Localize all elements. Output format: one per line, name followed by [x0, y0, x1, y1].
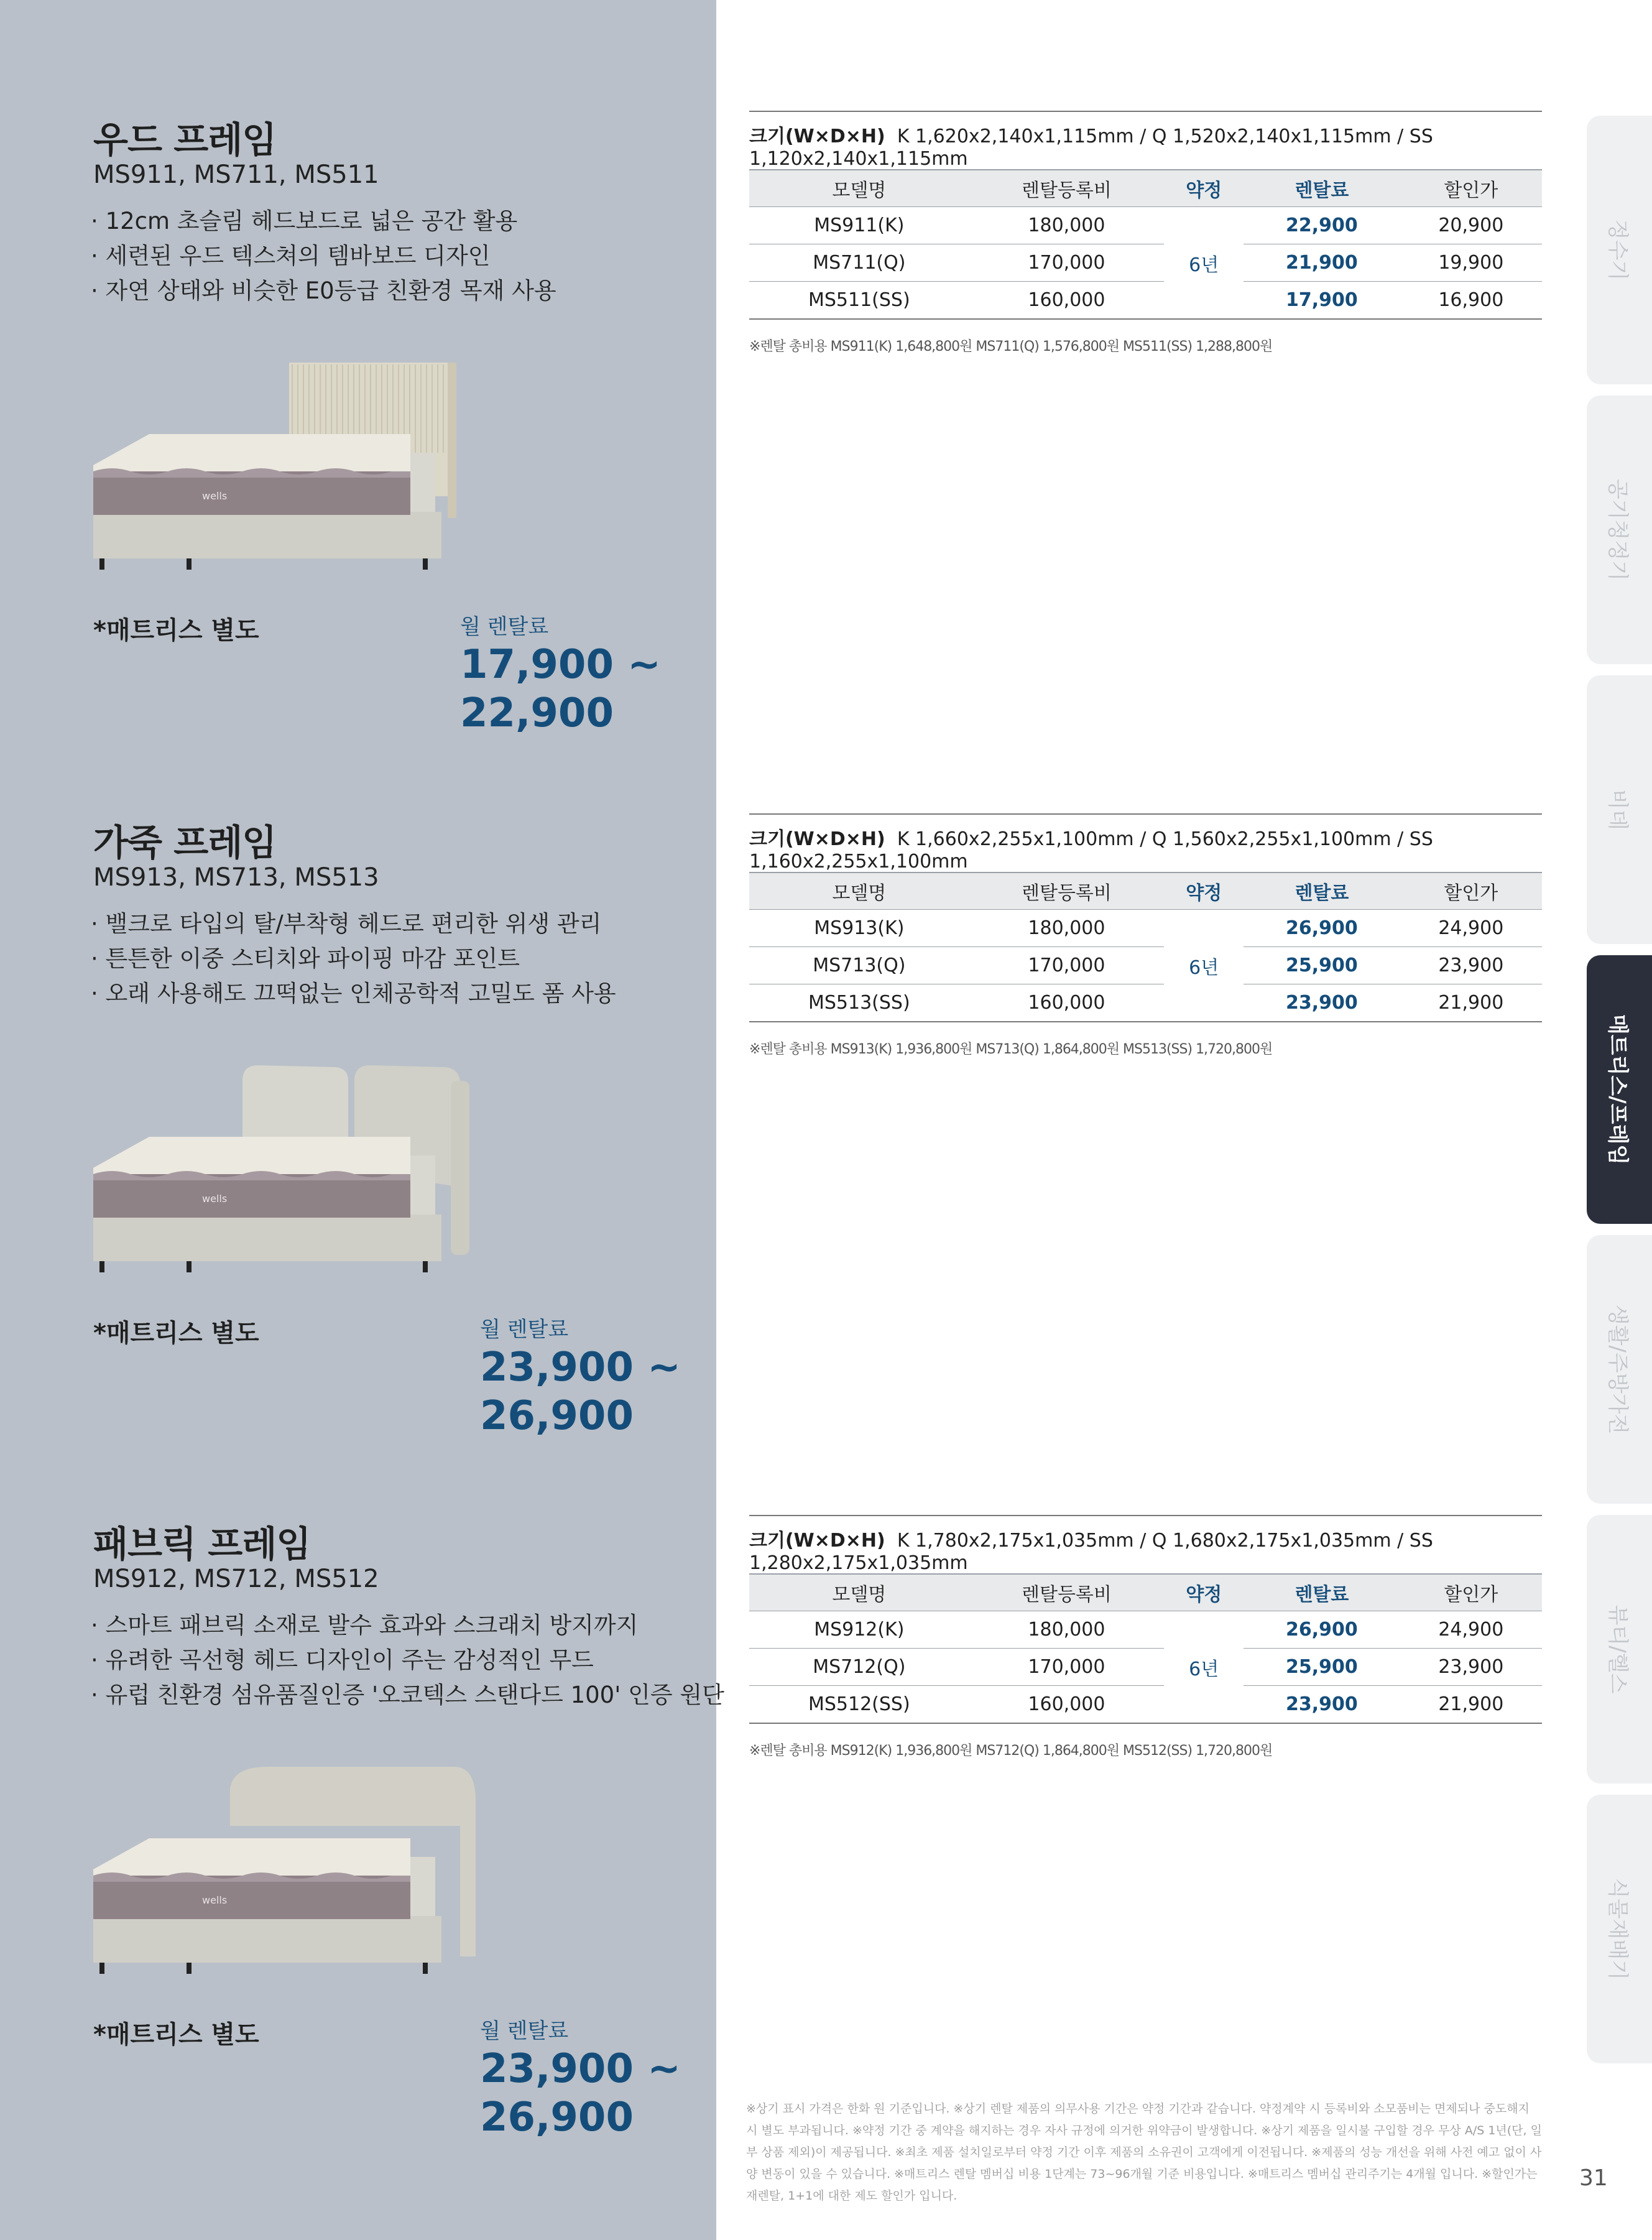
tab-2[interactable] [1587, 675, 1652, 944]
rental-table [749, 1573, 1542, 1724]
product-title: 패브릭 프레임 [93, 1523, 311, 1565]
registration-fee-cell: 180,000 [969, 207, 1165, 244]
rental-fee-cell: 23,900 [1244, 1686, 1400, 1724]
price-range-high: 22,900 [460, 690, 614, 736]
size-spec-value: K 1,620x2,140x1,115mm / Q 1,520x2,140x1,115mm / SS 1,120x2,140x1,115mm [749, 126, 1433, 170]
size-spec [749, 1515, 1542, 1574]
feature-list [91, 907, 616, 1011]
table-header: 렌탈료 [1244, 1574, 1400, 1611]
feature-item: · 스마트 패브릭 소재로 발수 효과와 스크래치 방지까지 [91, 1612, 639, 1639]
discount-price-cell: 19,900 [1400, 244, 1542, 282]
price-label: 월 렌탈료 [480, 2019, 569, 2043]
registration-fee-cell: 180,000 [969, 1611, 1165, 1649]
table-row [749, 282, 1542, 320]
registration-fee-cell: 160,000 [969, 1686, 1165, 1724]
table-header: 렌탈등록비 [969, 170, 1165, 207]
rental-fee-cell: 17,900 [1244, 282, 1400, 320]
price-label: 월 렌탈료 [480, 1317, 569, 1342]
model-cell: MS712(Q) [749, 1649, 969, 1686]
bed-frame-image [87, 359, 479, 583]
model-cell: MS513(SS) [749, 984, 969, 1022]
table-header: 약정 [1164, 872, 1244, 910]
feature-item: · 유려한 곡선형 헤드 디자인이 주는 감성적인 무드 [91, 1647, 594, 1673]
tab-4[interactable] [1587, 1235, 1652, 1504]
feature-item: · 오래 사용해도 끄떡없는 인체공학적 고밀도 폼 사용 [91, 980, 616, 1007]
table-row [749, 910, 1542, 947]
price-label: 월 렌탈료 [460, 614, 549, 639]
size-spec-label: 크기(W×D×H) [749, 828, 885, 850]
registration-fee-cell: 160,000 [969, 282, 1165, 320]
product-title: 가죽 프레임 [93, 821, 277, 864]
product-models: MS911, MS711, MS511 [93, 160, 379, 189]
table-header: 렌탈료 [1244, 872, 1400, 910]
registration-fee-cell: 170,000 [969, 244, 1165, 282]
rental-fee-cell: 26,900 [1244, 910, 1400, 947]
table-header: 할인가 [1400, 872, 1542, 910]
discount-price-cell: 24,900 [1400, 910, 1542, 947]
price-range-low: 23,900 ~ [480, 2046, 681, 2092]
size-spec-label: 크기(W×D×H) [749, 1530, 885, 1552]
tab-1[interactable] [1587, 396, 1652, 664]
registration-fee-cell: 170,000 [969, 947, 1165, 984]
table-header-row [749, 1574, 1542, 1611]
table-header: 렌탈등록비 [969, 872, 1165, 910]
table-header-row [749, 872, 1542, 910]
product-models: MS913, MS713, MS513 [93, 863, 379, 892]
feature-item: · 자연 상태와 비슷한 E0등급 친환경 목재 사용 [91, 277, 556, 304]
price-range-high: 26,900 [480, 1393, 634, 1439]
product-title: 우드 프레임 [93, 119, 277, 161]
svg-text:wells: wells [202, 490, 228, 502]
svg-text:wells: wells [202, 1894, 228, 1906]
rental-fee-cell: 25,900 [1244, 947, 1400, 984]
feature-item: · 유럽 친환경 섬유품질인증 '오코텍스 스탠다드 100' 인증 원단 [91, 1682, 724, 1708]
rental-fee-cell: 23,900 [1244, 984, 1400, 1022]
model-cell: MS713(Q) [749, 947, 969, 984]
table-header-row [749, 170, 1542, 207]
registration-fee-cell: 180,000 [969, 910, 1165, 947]
model-cell: MS913(K) [749, 910, 969, 947]
feature-list [91, 1608, 724, 1713]
mattress-note: *매트리스 별도 [93, 2020, 259, 2049]
tab-label: 비데 [1605, 789, 1630, 830]
table-header: 모델명 [749, 170, 969, 207]
discount-price-cell: 24,900 [1400, 1611, 1542, 1649]
size-spec-value: K 1,660x2,255x1,100mm / Q 1,560x2,255x1,100mm / SS 1,160x2,255x1,100mm [749, 828, 1433, 872]
price-range-low: 23,900 ~ [480, 1344, 681, 1391]
discount-price-cell: 21,900 [1400, 984, 1542, 1022]
rental-table [749, 169, 1542, 320]
size-spec [749, 813, 1542, 872]
total-cost-note: ※렌탈 총비용 MS912(K) 1,936,800원 MS712(Q) 1,864,800원 MS512(SS) 1,720,800원 [749, 1743, 1273, 1759]
discount-price-cell: 16,900 [1400, 282, 1542, 320]
discount-price-cell: 23,900 [1400, 1649, 1542, 1686]
total-cost-note: ※렌탈 총비용 MS911(K) 1,648,800원 MS711(Q) 1,576,800원 MS511(SS) 1,288,800원 [749, 339, 1273, 354]
table-row [749, 207, 1542, 244]
product-models: MS912, MS712, MS512 [93, 1565, 379, 1593]
tab-label: 식물재배기 [1605, 1877, 1630, 1981]
model-cell: MS511(SS) [749, 282, 969, 320]
table-header: 약정 [1164, 1574, 1244, 1611]
model-cell: MS912(K) [749, 1611, 969, 1649]
rental-fee-cell: 22,900 [1244, 207, 1400, 244]
rental-fee-cell: 21,900 [1244, 244, 1400, 282]
size-spec-label: 크기(W×D×H) [749, 126, 885, 147]
table-header: 모델명 [749, 872, 969, 910]
mattress-note: *매트리스 별도 [93, 1319, 259, 1348]
price-range-high: 26,900 [480, 2094, 634, 2140]
rental-table [749, 872, 1542, 1022]
table-row [749, 984, 1542, 1022]
tab-0[interactable] [1587, 116, 1652, 384]
tab-label: 공기청정기 [1605, 478, 1630, 581]
table-row [749, 947, 1542, 984]
feature-item: · 밸크로 타입의 탈/부착형 헤드로 편리한 위생 관리 [91, 910, 602, 937]
table-header: 할인가 [1400, 1574, 1542, 1611]
table-row [749, 1611, 1542, 1649]
contract-term: 6년 [1164, 1611, 1244, 1724]
registration-fee-cell: 170,000 [969, 1649, 1165, 1686]
total-cost-note: ※렌탈 총비용 MS913(K) 1,936,800원 MS713(Q) 1,864,800원 MS513(SS) 1,720,800원 [749, 1042, 1273, 1057]
bed-frame-image [87, 1764, 479, 1988]
price-range-low: 17,900 ~ [460, 642, 661, 688]
table-header: 모델명 [749, 1574, 969, 1611]
table-row [749, 244, 1542, 282]
model-cell: MS711(Q) [749, 244, 969, 282]
contract-term: 6년 [1164, 207, 1244, 320]
feature-item: · 튼튼한 이중 스티치와 파이핑 마감 포인트 [91, 945, 520, 972]
table-row [749, 1686, 1542, 1724]
rental-fee-cell: 26,900 [1244, 1611, 1400, 1649]
size-spec [749, 111, 1542, 170]
footnote: ※상기 표시 가격은 한화 원 기준입니다. ※상기 렌탈 제품의 의무사용 기간은 약정 기간과 같습니다. 약정계약 시 등록비와 소모품비는 면제되나 중도해지 시 별도 부과됩니다. ※약정 기간 중 계약을 해지하는 경우 자사 규정에 의거한 위약금이 발생합니다. ※상기 제품을 일시불 구입할 경우 무상 A/S 1년(단, 일부 상품 제외)이 제공됩니다. ※최초 제품 설치일로부터 약정 기간 이후 제품의 소유권이 고객에게 이전됩니다. ※제품의 성능 개선을 위해 사전 예고 없이 사양 변동이 있을 수 있습니다. ※매트리스 렌탈 멤버십 비용 1단계는 73~96개월 기준 비용입니다. ※매트리스 멤버십 관리주기는 4개월 입니다. ※할인가는 재렌탈, 1+1에 대한 제도 할인가 입니다. [746, 2102, 1542, 2203]
tab-label: 정수기 [1605, 219, 1630, 281]
model-cell: MS512(SS) [749, 1686, 969, 1724]
bed-frame-image [87, 1062, 479, 1286]
discount-price-cell: 20,900 [1400, 207, 1542, 244]
table-header: 렌탈료 [1244, 170, 1400, 207]
page-number: 31 [1579, 2165, 1608, 2191]
model-cell: MS911(K) [749, 207, 969, 244]
table-header: 렌탈등록비 [969, 1574, 1165, 1611]
tab-label: 생활/주방가전 [1605, 1304, 1630, 1435]
tab-3[interactable] [1587, 955, 1652, 1224]
table-row [749, 1649, 1542, 1686]
table-header: 할인가 [1400, 170, 1542, 207]
feature-item: · 세련된 우드 텍스쳐의 템바보드 디자인 [91, 243, 491, 269]
tab-5[interactable] [1587, 1515, 1652, 1784]
discount-price-cell: 21,900 [1400, 1686, 1542, 1724]
mattress-note: *매트리스 별도 [93, 616, 259, 645]
size-spec-value: K 1,780x2,175x1,035mm / Q 1,680x2,175x1,035mm / SS 1,280x2,175x1,035mm [749, 1530, 1433, 1574]
feature-list [91, 204, 556, 308]
feature-item: · 12cm 초슬림 헤드보드로 넓은 공간 활용 [91, 208, 518, 234]
contract-term: 6년 [1164, 910, 1244, 1022]
tab-label: 뷰티/헬스 [1605, 1604, 1630, 1694]
svg-text:wells: wells [202, 1193, 228, 1205]
tab-label: 매트리스/프레임 [1605, 1014, 1630, 1165]
discount-price-cell: 23,900 [1400, 947, 1542, 984]
registration-fee-cell: 160,000 [969, 984, 1165, 1022]
rental-fee-cell: 25,900 [1244, 1649, 1400, 1686]
table-header: 약정 [1164, 170, 1244, 207]
tab-6[interactable] [1587, 1795, 1652, 2063]
